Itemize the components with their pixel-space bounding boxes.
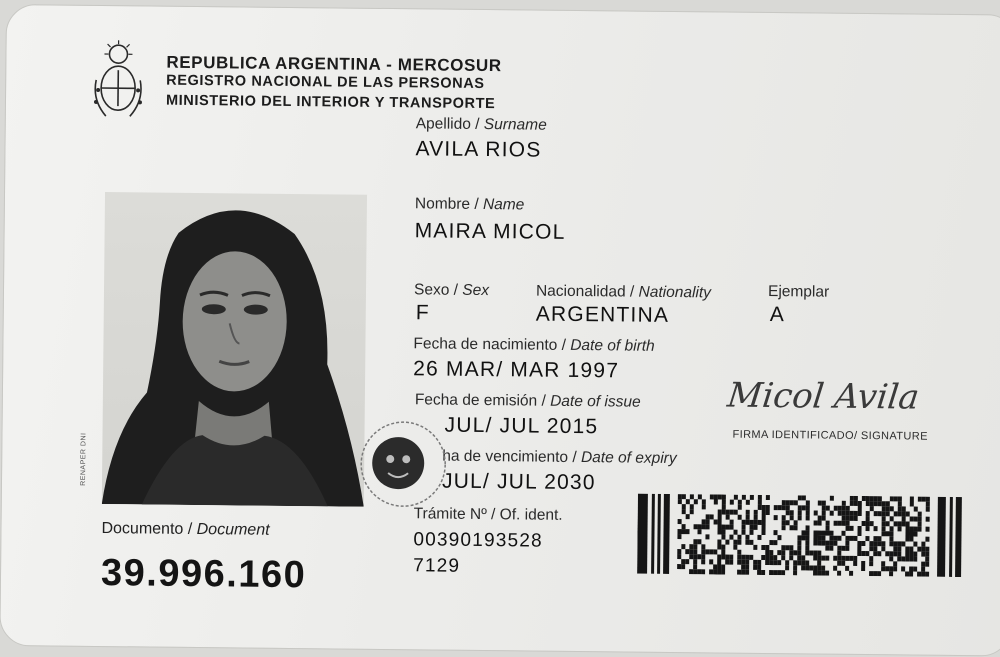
holder-photo [102, 192, 367, 507]
issue-label: Fecha de emisión / Date of issue [415, 391, 641, 411]
official-stamp-icon [358, 419, 449, 510]
header-country: REPUBLICA ARGENTINA - MERCOSUR [166, 53, 502, 77]
sex-value: F [416, 301, 430, 325]
document-label: Documento / Document [101, 520, 269, 540]
sex-label: Sexo / Sex [414, 281, 489, 300]
id-card [0, 4, 1000, 657]
tramite-code: 7129 [413, 555, 460, 577]
expiry-label: ha de vencimiento / Date of expiry [442, 448, 677, 468]
surname-value: AVILA RIOS [415, 137, 541, 162]
document-number: 39.996.160 [101, 552, 307, 597]
copy-value: A [770, 303, 785, 327]
nationality-label: Nacionalidad / Nationality [536, 283, 711, 303]
printer-microtext: RENAPER DNI [80, 432, 88, 485]
tramite-label: Trámite Nº / Of. ident. [414, 505, 563, 525]
signature-text: Micol Avila [725, 376, 922, 418]
header-registry: REGISTRO NACIONAL DE LAS PERSONAS [166, 73, 485, 92]
issue-value: JUL/ JUL 2015 [444, 414, 598, 440]
signature-label: FIRMA IDENTIFICADO/ SIGNATURE [732, 429, 927, 443]
expiry-value: JUL/ JUL 2030 [442, 470, 596, 496]
copy-label: Ejemplar [768, 283, 829, 302]
tramite-number: 00390193528 [413, 529, 543, 552]
pdf417-barcode [637, 494, 966, 577]
name-label: Nombre / Name [415, 195, 525, 214]
name-value: MAIRA MICOL [415, 219, 566, 245]
holder-signature [725, 365, 966, 428]
birth-label: Fecha de nacimiento / Date of birth [413, 335, 654, 356]
nationality-value: ARGENTINA [536, 303, 670, 328]
surname-label: Apellido / Surname [416, 115, 547, 134]
national-coat-of-arms-icon [88, 40, 149, 127]
birth-value: 26 MAR/ MAR 1997 [413, 357, 619, 383]
header-ministry: MINISTERIO DEL INTERIOR Y TRANSPORTE [166, 93, 496, 112]
